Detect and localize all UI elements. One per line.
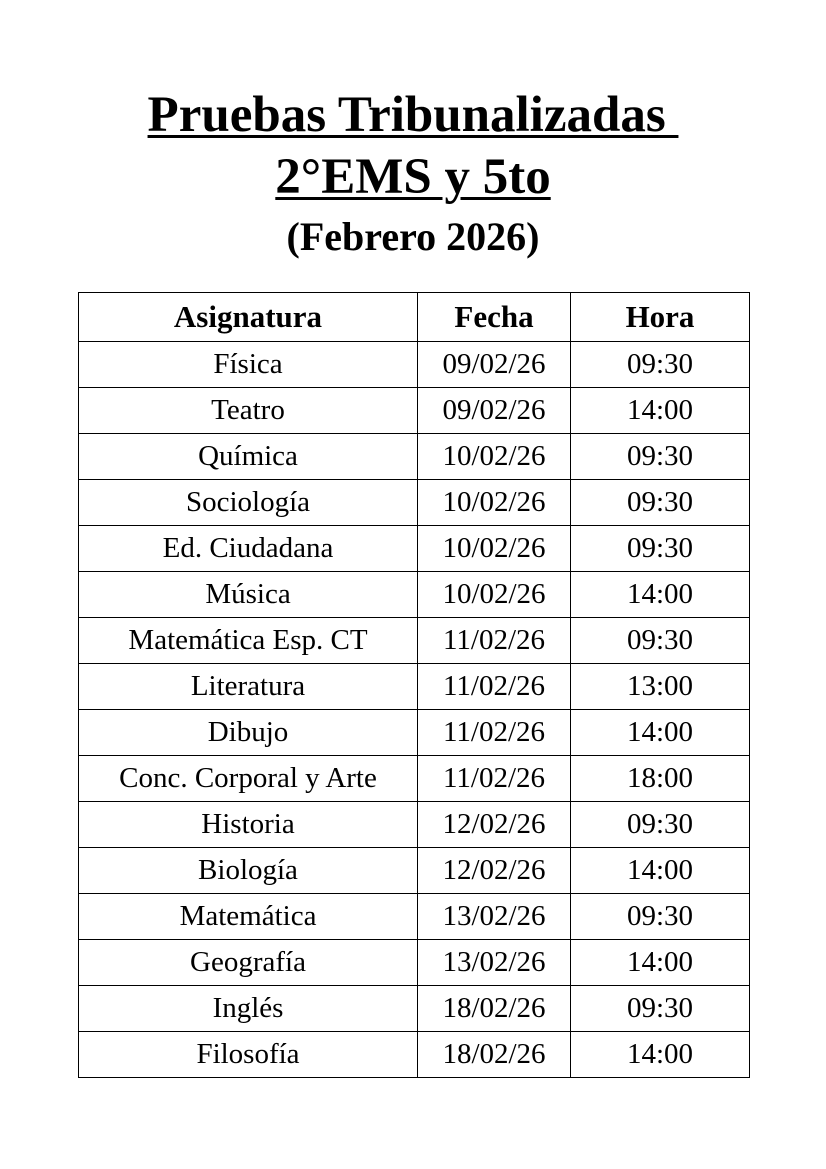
cell-fecha: 10/02/26: [418, 526, 571, 572]
cell-asignatura: Química: [79, 434, 418, 480]
cell-hora: 09:30: [571, 986, 750, 1032]
cell-fecha: 13/02/26: [418, 940, 571, 986]
cell-hora: 09:30: [571, 618, 750, 664]
cell-asignatura: Literatura: [79, 664, 418, 710]
table-row: [79, 572, 750, 618]
cell-fecha: 10/02/26: [418, 480, 571, 526]
cell-asignatura: Sociología: [79, 480, 418, 526]
cell-hora: 09:30: [571, 526, 750, 572]
table-row: [79, 434, 750, 480]
cell-hora: 09:30: [571, 342, 750, 388]
cell-asignatura: Biología: [79, 848, 418, 894]
table-row: [79, 710, 750, 756]
table-row: [79, 894, 750, 940]
table-row: [79, 986, 750, 1032]
cell-asignatura: Física: [79, 342, 418, 388]
header-hora: Hora: [571, 293, 750, 342]
cell-asignatura: Inglés: [79, 986, 418, 1032]
table-row: [79, 388, 750, 434]
exam-schedule-table: [78, 292, 750, 1078]
cell-asignatura: Teatro: [79, 388, 418, 434]
cell-fecha: 11/02/26: [418, 756, 571, 802]
table-row: [79, 848, 750, 894]
cell-asignatura: Matemática: [79, 894, 418, 940]
cell-fecha: 11/02/26: [418, 710, 571, 756]
table-row: [79, 756, 750, 802]
table-row: [79, 618, 750, 664]
table-row: [79, 526, 750, 572]
cell-fecha: 13/02/26: [418, 894, 571, 940]
cell-hora: 14:00: [571, 572, 750, 618]
cell-hora: 14:00: [571, 848, 750, 894]
table-row: [79, 940, 750, 986]
cell-asignatura: Filosofía: [79, 1032, 418, 1078]
cell-fecha: 11/02/26: [418, 664, 571, 710]
cell-hora: 14:00: [571, 940, 750, 986]
cell-asignatura: Ed. Ciudadana: [79, 526, 418, 572]
cell-fecha: 10/02/26: [418, 572, 571, 618]
table-body: [79, 342, 750, 1078]
table-row: [79, 1032, 750, 1078]
cell-asignatura: Historia: [79, 802, 418, 848]
table-header-row: [79, 293, 750, 342]
subtitle: (Febrero 2026): [286, 214, 540, 259]
table-row: [79, 342, 750, 388]
cell-asignatura: Dibujo: [79, 710, 418, 756]
table-row: [79, 480, 750, 526]
title-line-2: 2°EMS y 5to: [275, 149, 551, 205]
cell-hora: 13:00: [571, 664, 750, 710]
cell-fecha: 11/02/26: [418, 618, 571, 664]
cell-asignatura: Conc. Corporal y Arte: [79, 756, 418, 802]
cell-fecha: 18/02/26: [418, 1032, 571, 1078]
cell-fecha: 10/02/26: [418, 434, 571, 480]
cell-hora: 18:00: [571, 756, 750, 802]
document-title: [0, 84, 826, 264]
cell-asignatura: Matemática Esp. CT: [79, 618, 418, 664]
table-row: [79, 802, 750, 848]
cell-hora: 09:30: [571, 480, 750, 526]
cell-hora: 09:30: [571, 802, 750, 848]
cell-fecha: 12/02/26: [418, 802, 571, 848]
header-fecha: Fecha: [418, 293, 571, 342]
cell-fecha: 12/02/26: [418, 848, 571, 894]
cell-hora: 09:30: [571, 894, 750, 940]
title-line-1: Pruebas Tribunalizadas: [147, 87, 679, 143]
cell-fecha: 09/02/26: [418, 388, 571, 434]
cell-asignatura: Música: [79, 572, 418, 618]
cell-fecha: 09/02/26: [418, 342, 571, 388]
table-row: [79, 664, 750, 710]
cell-asignatura: Geografía: [79, 940, 418, 986]
cell-hora: 14:00: [571, 388, 750, 434]
cell-hora: 14:00: [571, 1032, 750, 1078]
cell-hora: 14:00: [571, 710, 750, 756]
cell-fecha: 18/02/26: [418, 986, 571, 1032]
header-asignatura: Asignatura: [79, 293, 418, 342]
cell-hora: 09:30: [571, 434, 750, 480]
